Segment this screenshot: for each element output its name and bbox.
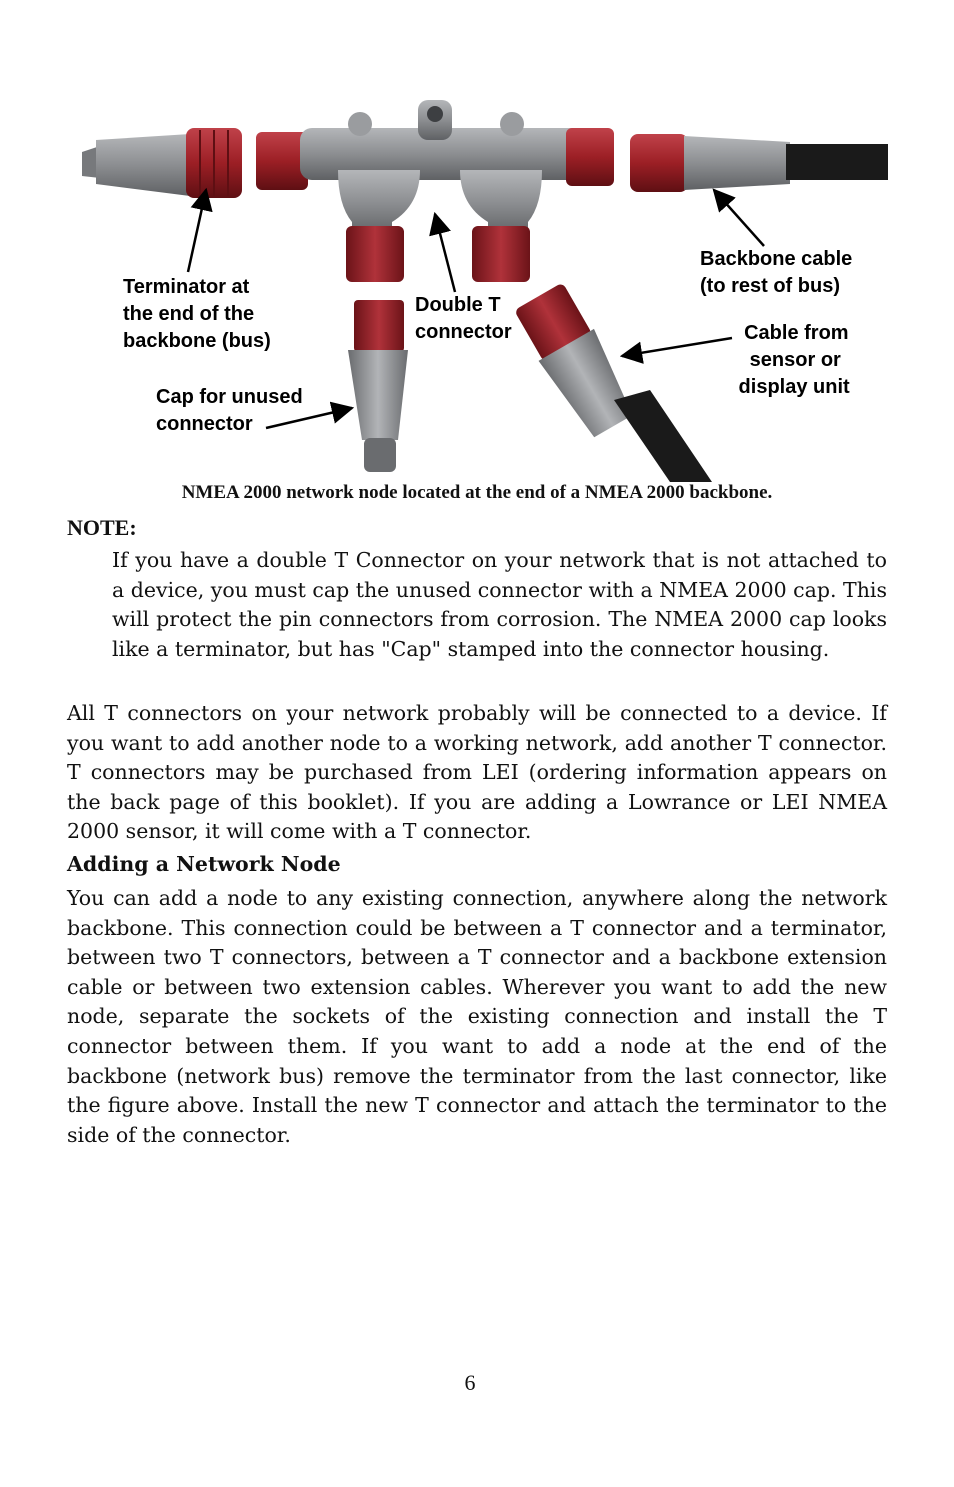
cap-connector [348, 300, 408, 472]
backbone-cable [630, 134, 888, 192]
callout-double-t: Double T connector [415, 294, 512, 343]
callout-cap: Cap for unused connector [156, 386, 303, 435]
callout-cable-from-sensor: Cable from sensor or display unit [738, 322, 850, 398]
connector-photo-figure [0, 0, 954, 482]
note-heading: NOTE: [67, 515, 137, 540]
section-heading: Adding a Network Node [67, 852, 341, 876]
nmea-connector-illustration [0, 0, 954, 482]
page-number: 6 [464, 1370, 476, 1395]
body-paragraph-t-connectors: All T connectors on your network probably will be connected to a device. If you want to add another node to a working network, add another T connector. T connectors may be purchased from LEI (ordering information appears on the back page of this booklet). If you are adding a Lowrance or LEI NMEA 2000 sensor, it will come with a T connector. [67, 701, 887, 844]
callout-terminator: Terminator at the end of the backbone (bus) [123, 276, 271, 352]
body-paragraph-adding-node: You can add a node to any existing connection, anywhere along the network backbone. This connection could be between a T connector and a terminator, between two T connectors, between a T connector and a backbone extension cable or between two extension cables. Wherever you want to add the new node, separate the sockets of the existing connection and install the T connector between them. If you want to add a node at the end of the backbone (network bus) remove the terminator from the last connector, like the figure above. Install the new T connector and attach the terminator to the side of the connector. [67, 886, 887, 1147]
note-body: If you have a double T Connector on your network that is not attached to a device, you must cap the unused connector with a NMEA 2000 cap. This will protect the pin connectors from corrosion. The NMEA 2000 cap looks like a terminator, but has "Cap" stamped into the connector housing. [112, 548, 887, 661]
terminator-connector [82, 128, 242, 198]
callout-backbone-cable: Backbone cable (to rest of bus) [700, 248, 853, 297]
figure-caption: NMEA 2000 network node located at the end of a NMEA 2000 backbone. [181, 482, 773, 503]
sensor-cable [511, 280, 712, 482]
double-t-connector [256, 100, 614, 282]
